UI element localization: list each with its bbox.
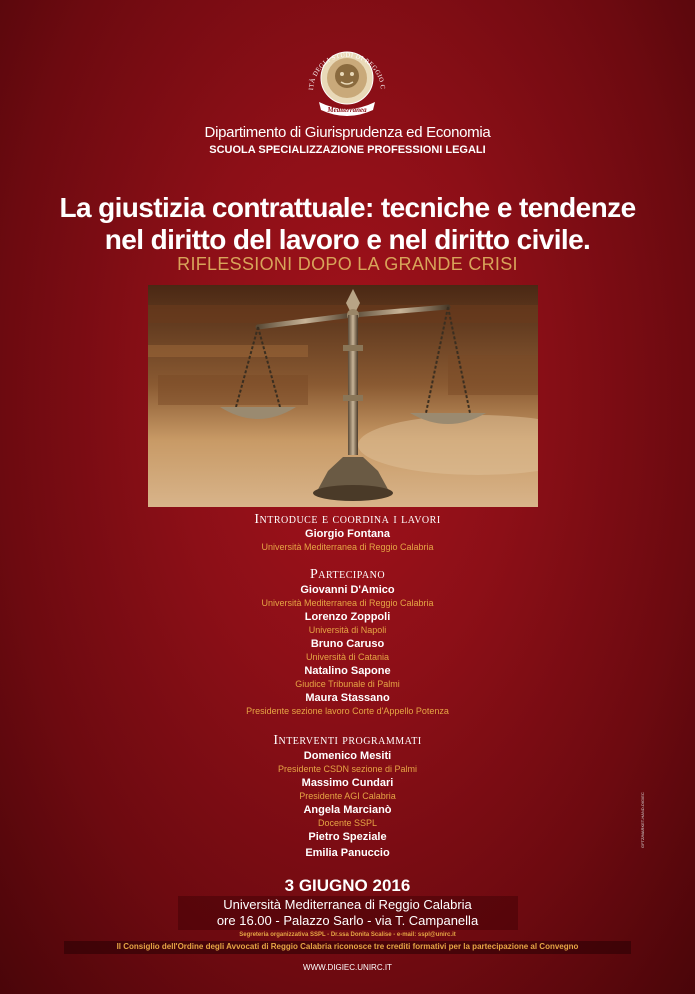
logo-banner: Mediterranea (327, 106, 367, 114)
intro-heading: Introduce e coordina i lavori (254, 512, 441, 527)
website-link[interactable]: WWW.DIGIEC.UNIRC.IT (303, 963, 392, 972)
intervention-name: Emilia Panuccio (305, 847, 390, 859)
svg-text:UNIVERSITÀ DEGLI STUDI DI REGG: ITÀ DEGLI STUDI DI REGGIO C (307, 51, 387, 91)
scales-of-justice-image (148, 285, 538, 507)
intro-affiliation: Università Mediterranea di Reggio Calabria (261, 542, 434, 552)
interventions-heading: Interventi programmati (273, 733, 422, 748)
intervention-name: Domenico Mesiti (303, 750, 392, 762)
participant-affiliation: Università di Catania (305, 652, 390, 662)
intro-name: Giorgio Fontana (305, 528, 390, 540)
intervention-affiliation: Presidente AGI Calabria (299, 791, 396, 801)
side-credit: GFTZ/MARKET-HAND-DIGIEC (640, 792, 645, 848)
intervention-affiliation: Docente SSPL (317, 818, 378, 828)
participant-name: Lorenzo Zoppoli (304, 611, 391, 623)
participant-name: Maura Stassano (305, 692, 390, 704)
university-logo (297, 36, 397, 136)
subtitle: RIFLESSIONI DOPO LA GRANDE CRISI (177, 254, 518, 274)
participant-name: Natalino Sapone (304, 665, 391, 677)
title-line-1: La giustizia contrattuale: tecniche e tendenze (59, 192, 636, 223)
event-date: 3 GIUGNO 2016 (284, 876, 411, 895)
participant-affiliation: Presidente sezione lavoro Corte d'Appello Potenza (246, 706, 449, 716)
department-name: Dipartimento di Giurisprudenza ed Economia (204, 124, 491, 141)
credits-notice: Il Consiglio dell'Ordine degli Avvocati di Reggio Calabria riconosce tre crediti formativi per la partecipazione al Convegno (116, 942, 579, 951)
participants-heading: Partecipano (309, 567, 386, 582)
secretariat-info: Segreteria organizzativa SSPL - Dr.ssa Donita Scalise - e-mail: sspl@unirc.it (239, 932, 456, 938)
intervention-name: Massimo Cundari (301, 777, 394, 789)
participant-affiliation: Università Mediterranea di Reggio Calabria (261, 598, 434, 608)
intervention-name: Pietro Speziale (308, 831, 387, 843)
intervention-name: Angela Marcianò (303, 804, 392, 816)
participant-name: Giovanni D'Amico (300, 584, 395, 596)
title-line-2: nel diritto del lavoro e nel diritto civile. (104, 224, 591, 255)
venue-line-2: ore 16.00 - Palazzo Sarlo - via T. Campanella (216, 913, 479, 928)
intervention-affiliation: Presidente CSDN sezione di Palmi (277, 764, 418, 774)
venue-line-1: Università Mediterranea di Reggio Calabria (223, 897, 472, 912)
participant-affiliation: Università di Napoli (308, 625, 387, 635)
participant-affiliation: Giudice Tribunale di Palmi (295, 679, 400, 689)
participant-name: Bruno Caruso (310, 638, 385, 650)
school-name: SCUOLA SPECIALIZZAZIONE PROFESSIONI LEGALI (209, 144, 486, 156)
